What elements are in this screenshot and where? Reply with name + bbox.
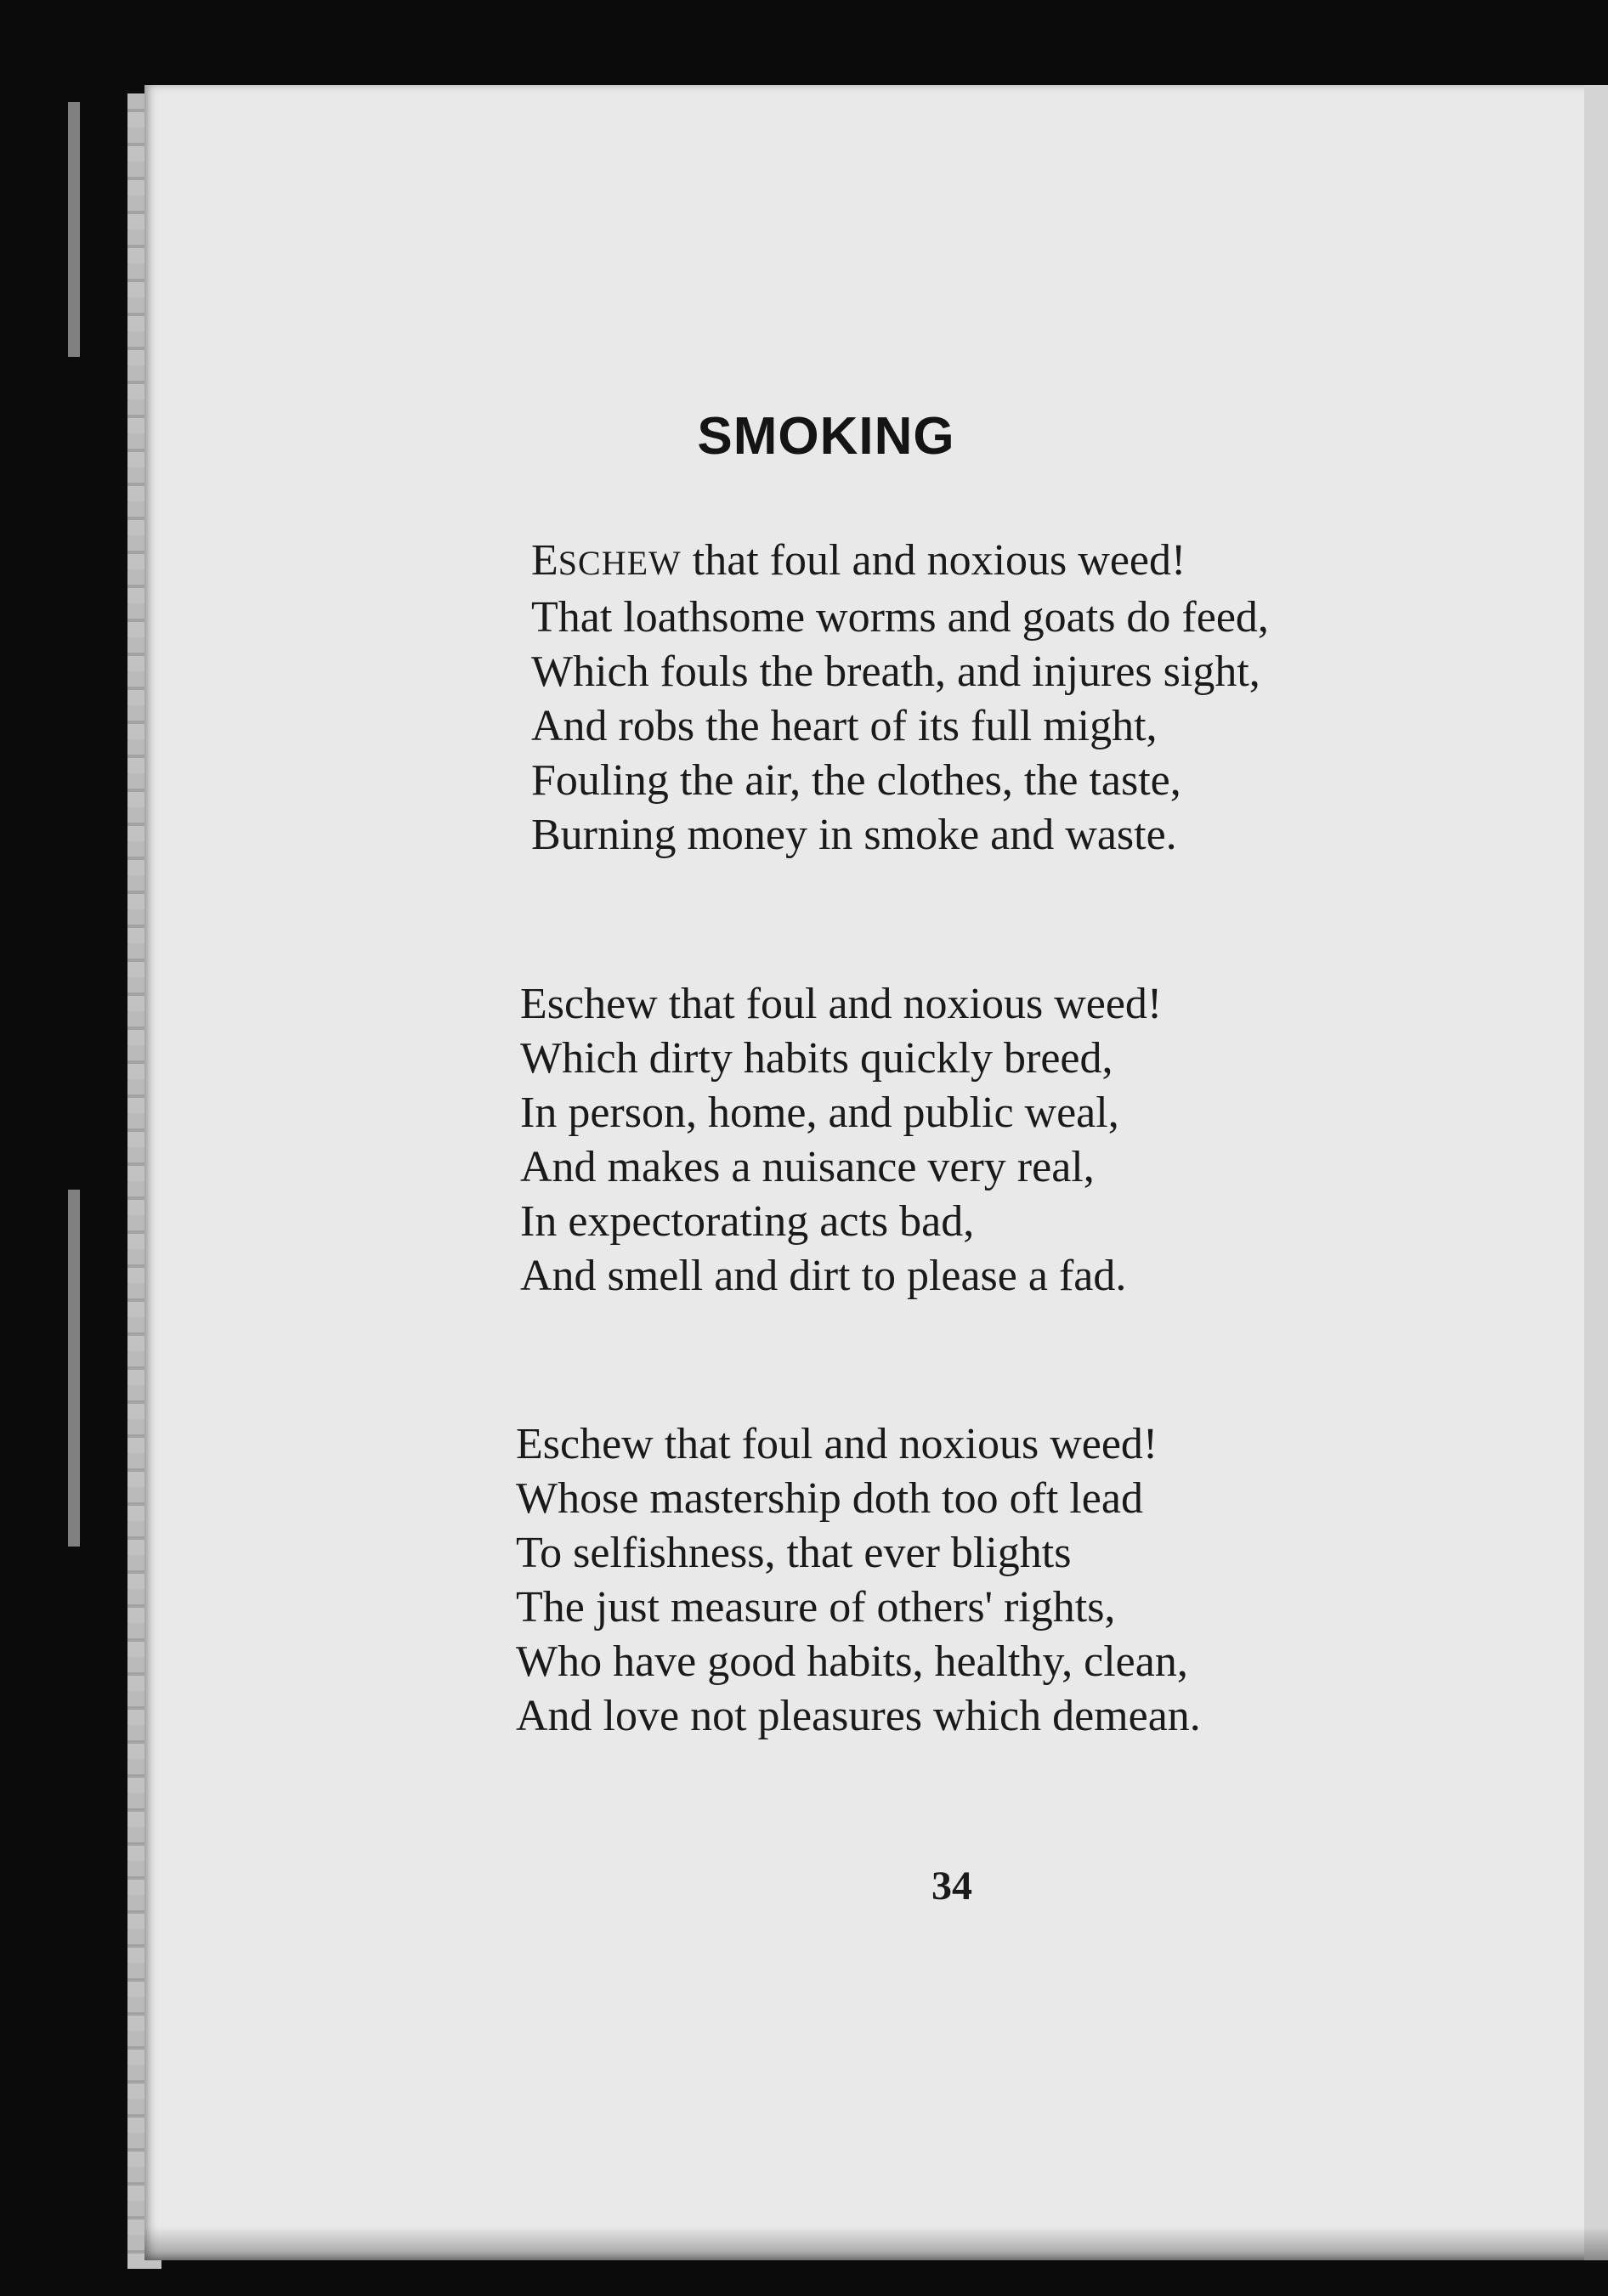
small-caps-word: SCHEW <box>558 544 682 582</box>
stanza-2-line-2: Which dirty habits quickly breed, <box>520 1034 1113 1083</box>
stanza-1 <box>531 534 1269 862</box>
poem-title: SMOKING <box>697 407 955 466</box>
drop-cap: E <box>531 536 558 585</box>
stanza-1-line-5: Fouling the air, the clothes, the taste, <box>531 756 1181 805</box>
page-number: 34 <box>931 1863 972 1909</box>
first-line-rest: that foul and noxious weed! <box>681 536 1186 585</box>
binding-mark <box>68 1190 80 1547</box>
stanza-2-line-3: In person, home, and public weal, <box>520 1089 1119 1137</box>
stanza-3-line-2: Whose mastership doth too oft lead <box>516 1474 1143 1523</box>
stanza-1-line-3: Which fouls the breath, and injures sight, <box>531 648 1260 696</box>
stanza-3-line-6: And love not pleasures which demean. <box>516 1692 1201 1740</box>
stanza-3 <box>516 1417 1201 1744</box>
stanza-3-line-5: Who have good habits, healthy, clean, <box>516 1637 1188 1686</box>
stanza-1-line-4: And robs the heart of its full might, <box>531 702 1158 750</box>
stanza-1-line-6: Burning money in smoke and waste. <box>531 811 1177 859</box>
stanza-2-line-6: And smell and dirt to please a fad. <box>520 1252 1127 1300</box>
stanza-1-line-1 <box>531 534 1269 591</box>
stanza-3-line-1: Eschew that foul and noxious weed! <box>516 1420 1158 1468</box>
binding-mark <box>68 102 80 357</box>
stanza-2-line-1: Eschew that foul and noxious weed! <box>520 980 1163 1028</box>
stanza-2-line-4: And makes a nuisance very real, <box>520 1143 1095 1191</box>
bottom-shadow <box>144 2226 1608 2260</box>
stanza-2 <box>520 977 1162 1304</box>
stanza-2-line-5: In expectorating acts bad, <box>520 1197 975 1246</box>
stanza-3-line-4: The just measure of others' rights, <box>516 1583 1116 1632</box>
stanza-3-line-3: To selfishness, that ever blights <box>516 1529 1072 1577</box>
stanza-1-line-2: That loathsome worms and goats do feed, <box>531 593 1269 642</box>
